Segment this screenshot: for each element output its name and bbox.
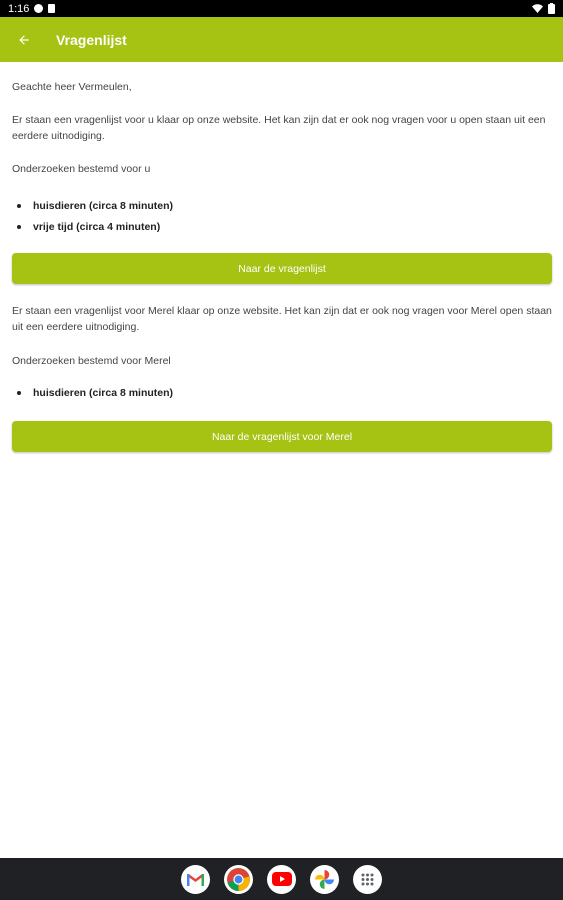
status-bar (0, 0, 563, 17)
wifi-icon (532, 4, 543, 13)
notification-icon (34, 4, 43, 13)
greeting-text: Geachte heer Vermeulen, (12, 81, 132, 93)
battery-icon (548, 3, 555, 14)
back-button[interactable] (0, 17, 48, 62)
arrow-back-icon (17, 33, 31, 47)
nav-bar (0, 858, 563, 900)
merel-survey-list (12, 385, 552, 401)
main-content (12, 62, 552, 452)
status-time: 1:16 (8, 2, 30, 15)
list-item: huisdieren (circa 8 minuten) (12, 198, 552, 214)
chrome-icon[interactable] (224, 865, 253, 894)
section-merel-heading: Onderzoeken bestemd voor Merel (12, 355, 171, 367)
app-drawer-icon[interactable] (353, 865, 382, 894)
intro-merel-text: Er staan een vragenlijst voor Merel klaar op onze website. Het kan zijn dat er ook nog vragen voor Merel open staan uit een eerdere uitnodiging. (12, 305, 552, 333)
photos-icon[interactable] (310, 865, 339, 894)
gmail-icon[interactable] (181, 865, 210, 894)
sim-card-icon (48, 4, 55, 13)
app-bar (0, 17, 563, 62)
list-item: vrije tijd (circa 4 minuten) (12, 219, 552, 235)
youtube-icon[interactable] (267, 865, 296, 894)
to-survey-button[interactable]: Naar de vragenlijst (12, 253, 552, 284)
section-self-heading: Onderzoeken bestemd voor u (12, 163, 151, 175)
list-item: huisdieren (circa 8 minuten) (12, 385, 552, 401)
intro-self-text: Er staan een vragenlijst voor u klaar op onze website. Het kan zijn dat er ook nog vragen voor u open staan uit een eerdere uitnodiging. (12, 114, 546, 142)
to-survey-merel-button[interactable]: Naar de vragenlijst voor Merel (12, 421, 552, 452)
self-survey-list (12, 198, 552, 235)
page-title: Vragenlijst (56, 31, 127, 48)
